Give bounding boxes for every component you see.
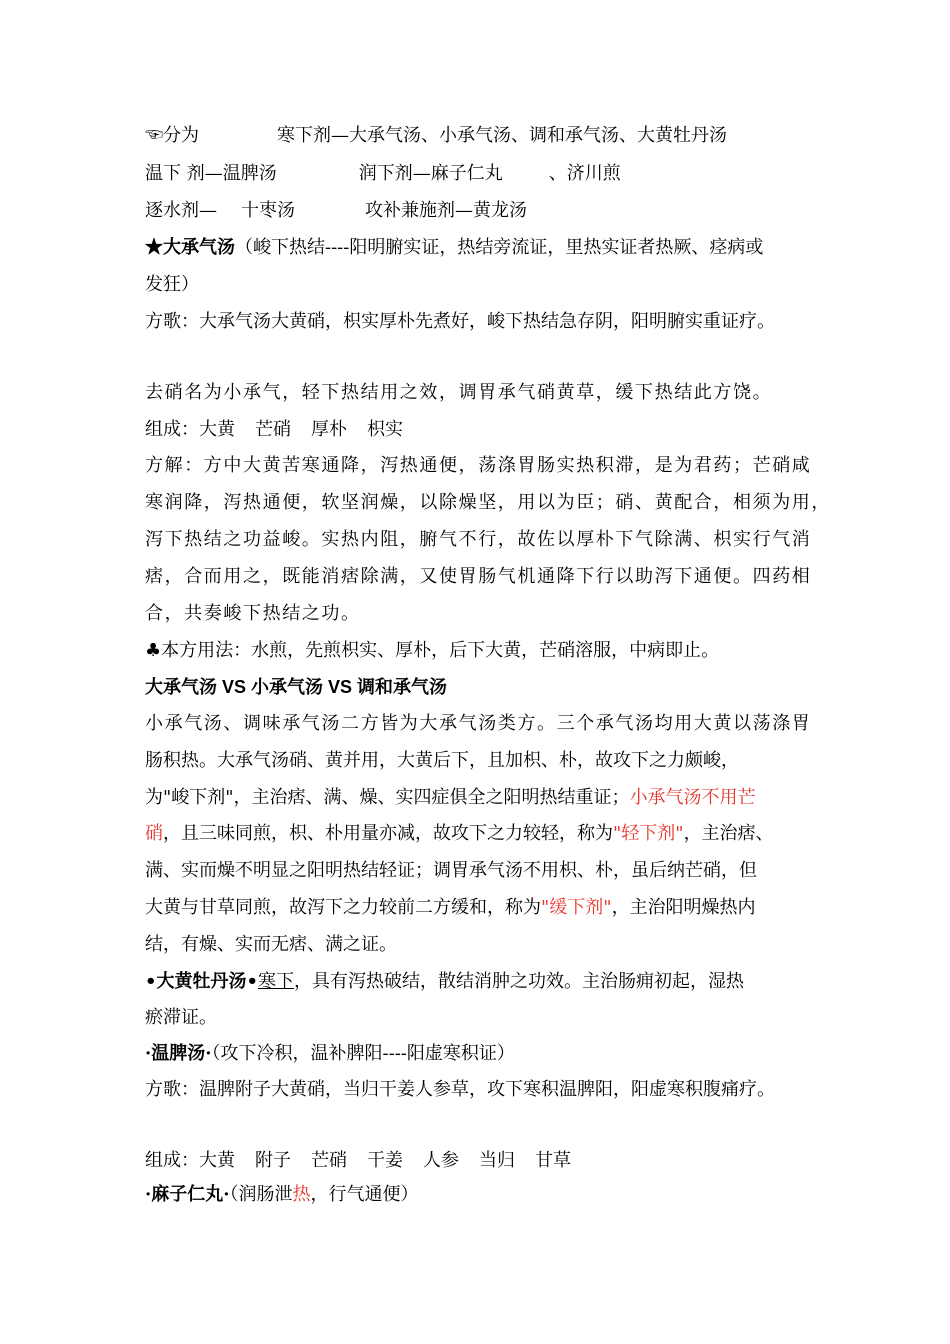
dcq-title: ★大承气汤 bbox=[145, 237, 235, 258]
classification-line-1 bbox=[145, 124, 727, 148]
mzr-highlight: 热 bbox=[292, 1184, 311, 1205]
compare-highlight: "轻下剂" bbox=[613, 823, 684, 844]
herb: 附子 bbox=[255, 1150, 291, 1171]
compare-text: ，且三味同煎，枳、朴用量亦减，故攻下之力较轻，称为 bbox=[163, 823, 613, 844]
dcq-heading-line bbox=[145, 236, 763, 260]
classification-line-2 bbox=[145, 162, 621, 186]
dcq-comp-label: 组成： bbox=[145, 419, 199, 440]
compare-line-1: 小承气汤、调味承气汤二方皆为大承气汤类方。三个承气汤均用大黄以荡涤胃 bbox=[145, 713, 812, 734]
mzr-heading-line bbox=[145, 1183, 419, 1207]
compare-line-3 bbox=[145, 786, 756, 810]
herb: 干姜 bbox=[367, 1150, 403, 1171]
wenxia-group: 温下 剂—温脾汤 bbox=[145, 163, 277, 184]
mzr-title: ·麻子仁丸· bbox=[145, 1184, 230, 1205]
classification-prefix: ☜分为 bbox=[145, 125, 199, 146]
dcq-analysis-2: 寒润降，泻热通便，软坚润燥，以除燥坚，用以为臣；硝、黄配合，相须为用， bbox=[145, 492, 831, 513]
runxia-extra: 、济川煎 bbox=[548, 163, 621, 184]
compare-text: 大黄与甘草同煎，故泻下之力较前二方缓和，称为 bbox=[145, 897, 541, 918]
herb: 大黄 bbox=[199, 419, 235, 440]
compare-highlight: 小承气汤不用芒 bbox=[629, 787, 756, 808]
herb: 当归 bbox=[479, 1150, 515, 1171]
compare-highlight: "缓下剂" bbox=[541, 897, 612, 918]
runxia-group: 润下剂—麻子仁丸 bbox=[358, 163, 503, 184]
dhmd-desc-2: 瘀滞证。 bbox=[145, 1007, 217, 1028]
compare-title: 大承气汤 VS 小承气汤 VS 调和承气汤 bbox=[145, 677, 448, 697]
dcq-analysis-3: 泻下热结之功益峻。实热内阻，腑气不行，故佐以厚朴下气除满、枳实行气消 bbox=[145, 529, 812, 550]
dhmd-title: •大黄牡丹汤• bbox=[145, 971, 259, 992]
dcq-analysis-5: 合，共奏峻下热结之功。 bbox=[145, 603, 361, 624]
wpt-heading-line bbox=[145, 1042, 515, 1066]
zhushui-label: 逐水剂— bbox=[145, 200, 217, 221]
gongbu-group: 攻补兼施剂—黄龙汤 bbox=[365, 200, 527, 221]
compare-line-2: 肠积热。大承气汤硝、黄并用，大黄后下，且加枳、朴，故攻下之力颇峻， bbox=[145, 750, 739, 771]
compare-line-6 bbox=[145, 896, 756, 920]
wpt-desc: （攻下冷积，温补脾阳----阳虚寒积证） bbox=[211, 1043, 515, 1064]
herb: 大黄 bbox=[199, 1150, 235, 1171]
compare-text: 为"峻下剂"，主治痞、满、燥、实四症俱全之阳明热结重证； bbox=[145, 787, 630, 808]
wpt-title: ·温脾汤· bbox=[145, 1043, 212, 1064]
compare-line-5: 满、实而燥不明显之阳明热结轻证；调胃承气汤不用枳、朴，虽后纳芒硝，但 bbox=[145, 860, 757, 881]
mzr-desc-a: （润肠泄 bbox=[229, 1184, 293, 1205]
compare-line-7: 结，有燥、实而无痞、满之证。 bbox=[145, 934, 397, 955]
dcq-composition bbox=[145, 418, 403, 442]
herb: 枳实 bbox=[367, 419, 403, 440]
herb: 人参 bbox=[423, 1150, 459, 1171]
dcq-desc-2: 发狂） bbox=[145, 274, 199, 295]
dhmd-tag: 寒下 bbox=[258, 971, 295, 992]
compare-text: ，主治痞、 bbox=[683, 823, 774, 844]
wpt-composition bbox=[145, 1149, 571, 1173]
hanxia-group: 寒下剂—大承气汤、小承气汤、调和承气汤、大黄牡丹汤 bbox=[277, 125, 727, 146]
dcq-desc-1: （峻下热结----阳明腑实证，热结旁流证，里热实证者热厥、痉病或 bbox=[235, 237, 764, 258]
herb: 芒硝 bbox=[311, 1150, 347, 1171]
dcq-usage: ♣本方用法：水煎，先煎枳实、厚朴，后下大黄，芒硝溶服，中病即止。 bbox=[145, 640, 720, 661]
dhmd-desc-1: ，具有泻热破结，散结消肿之功效。主治肠痈初起，湿热 bbox=[294, 971, 745, 992]
classification-line-3 bbox=[145, 199, 527, 223]
dcq-analysis-1: 方解：方中大黄苦寒通降，泻热通便，荡涤胃肠实热积滞，是为君药；芒硝咸 bbox=[145, 455, 812, 476]
herb: 芒硝 bbox=[255, 419, 291, 440]
wpt-song: 方歌：温脾附子大黄硝，当归干姜人参草，攻下寒积温脾阳，阳虚寒积腹痛疗。 bbox=[145, 1079, 775, 1100]
dcq-song-1: 方歌：大承气汤大黄硝，枳实厚朴先煮好，峻下热结急存阴，阳明腑实重证疗。 bbox=[145, 311, 775, 332]
dcq-analysis-4: 痞，合而用之，既能消痞除满，又使胃肠气机通降下行以助泻下通便。四药相 bbox=[145, 566, 812, 587]
zhushui-formula: 十枣汤 bbox=[241, 200, 295, 221]
dhmd-line-1 bbox=[145, 970, 744, 994]
compare-line-4 bbox=[145, 822, 774, 846]
compare-text: ，主治阳明燥热内 bbox=[611, 897, 756, 918]
compare-highlight: 硝 bbox=[145, 823, 163, 844]
wpt-comp-label: 组成： bbox=[145, 1150, 199, 1171]
herb: 厚朴 bbox=[311, 419, 347, 440]
dcq-song-2: 去硝名为小承气，轻下热结用之效，调胃承气硝黄草，缓下热结此方饶。 bbox=[145, 382, 773, 403]
mzr-desc-b: ，行气通便） bbox=[310, 1184, 419, 1205]
herb: 甘草 bbox=[535, 1150, 571, 1171]
